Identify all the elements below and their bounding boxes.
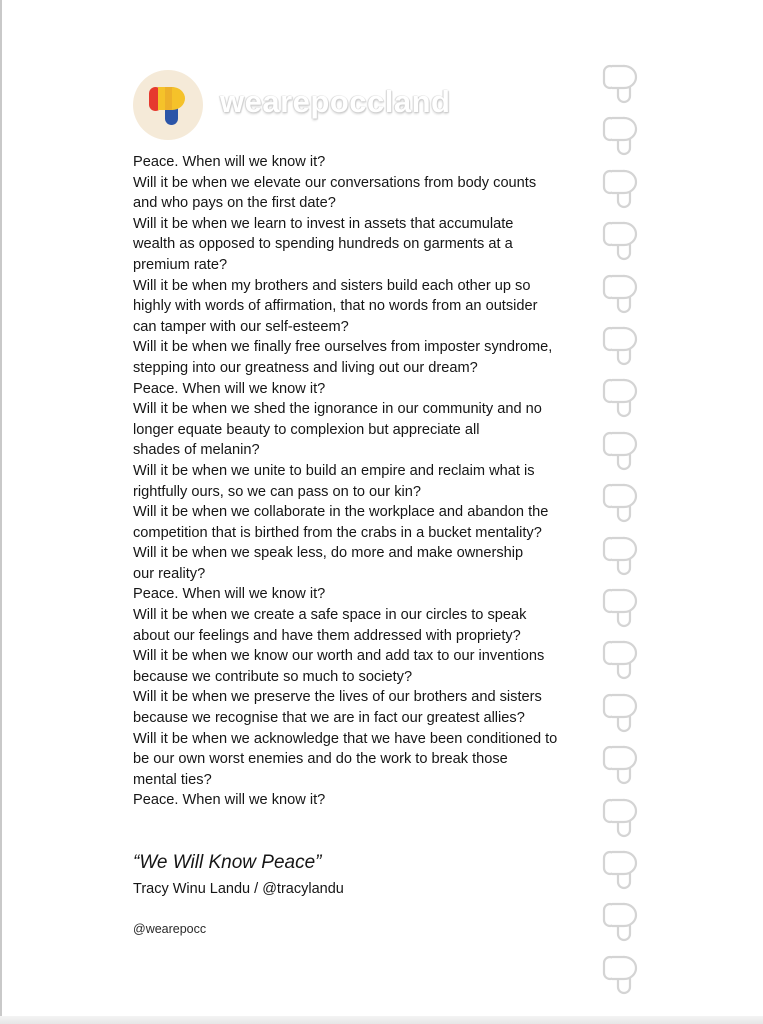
poem-line: about our feelings and have them addressed with propriety?	[133, 627, 521, 644]
pocc-logo-watermark-icon	[598, 429, 644, 473]
poem-line: longer equate beauty to complexion but appreciate all	[133, 421, 480, 438]
poem-author: Tracy Winu Landu / @tracylandu	[133, 881, 344, 897]
brand-handle-watermark: wearepoccland	[220, 84, 451, 119]
poem-line: Peace. When will we know it?	[133, 792, 326, 809]
pocc-logo-watermark-icon	[598, 481, 644, 525]
page-edge	[0, 0, 2, 1024]
poem-line: our reality?	[133, 565, 206, 582]
poem-line: Will it be when we acknowledge that we have been conditioned to	[133, 730, 558, 747]
pocc-logo-watermark-icon	[598, 743, 644, 787]
poem-line: be our own worst enemies and do the work to break those	[133, 751, 508, 768]
pocc-logo-watermark-icon	[598, 534, 644, 578]
poem-line: and who pays on the first date?	[133, 195, 336, 212]
pocc-logo-watermark-icon	[598, 796, 644, 840]
pocc-logo-icon	[145, 83, 191, 127]
poem-body	[133, 152, 593, 811]
poem-line: Will it be when we preserve the lives of our brothers and sisters	[133, 689, 542, 706]
poem-line: Will it be when we learn to invest in assets that accumulate	[133, 215, 514, 232]
poem-line: wealth as opposed to spending hundreds on garments at a	[133, 236, 513, 253]
pocc-logo-watermark-icon	[598, 62, 644, 106]
poem-line: Will it be when we finally free ourselves from imposter syndrome,	[133, 339, 553, 356]
poem-line: Peace. When will we know it?	[133, 380, 326, 397]
poem-line: stepping into our greatness and living out our dream?	[133, 359, 478, 376]
pocc-logo-watermark-icon	[598, 324, 644, 368]
poem-line: shades of melanin?	[133, 442, 260, 459]
pocc-logo-watermark-icon	[598, 638, 644, 682]
pocc-logo-watermark-icon	[598, 848, 644, 892]
poem-line: premium rate?	[133, 256, 228, 273]
footer-handle: @wearepocc	[133, 922, 207, 936]
poem-line: can tamper with our self-esteem?	[133, 318, 349, 335]
poem-line: Peace. When will we know it?	[133, 154, 326, 170]
pocc-logo-watermark-icon	[598, 376, 644, 420]
poem-line: because we contribute so much to society?	[133, 668, 413, 685]
poem-line: Will it be when we shed the ignorance in our community and no	[133, 401, 542, 418]
pocc-logo-watermark-icon	[598, 167, 644, 211]
poem-line: mental ties?	[133, 771, 212, 788]
poem-line: Will it be when we unite to build an empire and reclaim what is	[133, 462, 535, 479]
poem-line: Will it be when we know our worth and add tax to our inventions	[133, 648, 545, 665]
pocc-logo-watermark-icon	[598, 272, 644, 316]
poem-line: Will it be when we elevate our conversations from body counts	[133, 174, 537, 191]
poem-line: competition that is birthed from the crabs in a bucket mentality?	[133, 524, 542, 541]
poem-line: Will it be when we collaborate in the workplace and abandon the	[133, 504, 549, 521]
poem-line: highly with words of affirmation, that no words from an outsider	[133, 298, 538, 315]
poem-title: “We Will Know Peace”	[133, 852, 322, 873]
poem-line: rightfully ours, so we can pass on to our kin?	[133, 483, 421, 500]
poem-line: Will it be when we create a safe space in our circles to speak	[133, 607, 527, 624]
poem-line: Will it be when we speak less, do more and make ownership	[133, 545, 524, 562]
pocc-logo-watermark-icon	[598, 691, 644, 735]
pocc-logo-watermark-icon	[598, 953, 644, 997]
poem-line: Peace. When will we know it?	[133, 586, 326, 603]
page-bottom-edge	[0, 1016, 763, 1024]
brand-logo	[133, 70, 203, 140]
pocc-logo-watermark-icon	[598, 900, 644, 944]
pocc-logo-watermark-icon	[598, 219, 644, 263]
poem-line: Will it be when my brothers and sisters build each other up so	[133, 277, 531, 294]
pocc-logo-watermark-icon	[598, 586, 644, 630]
poem-line: because we recognise that we are in fact our greatest allies?	[133, 710, 525, 727]
pocc-logo-watermark-icon	[598, 114, 644, 158]
